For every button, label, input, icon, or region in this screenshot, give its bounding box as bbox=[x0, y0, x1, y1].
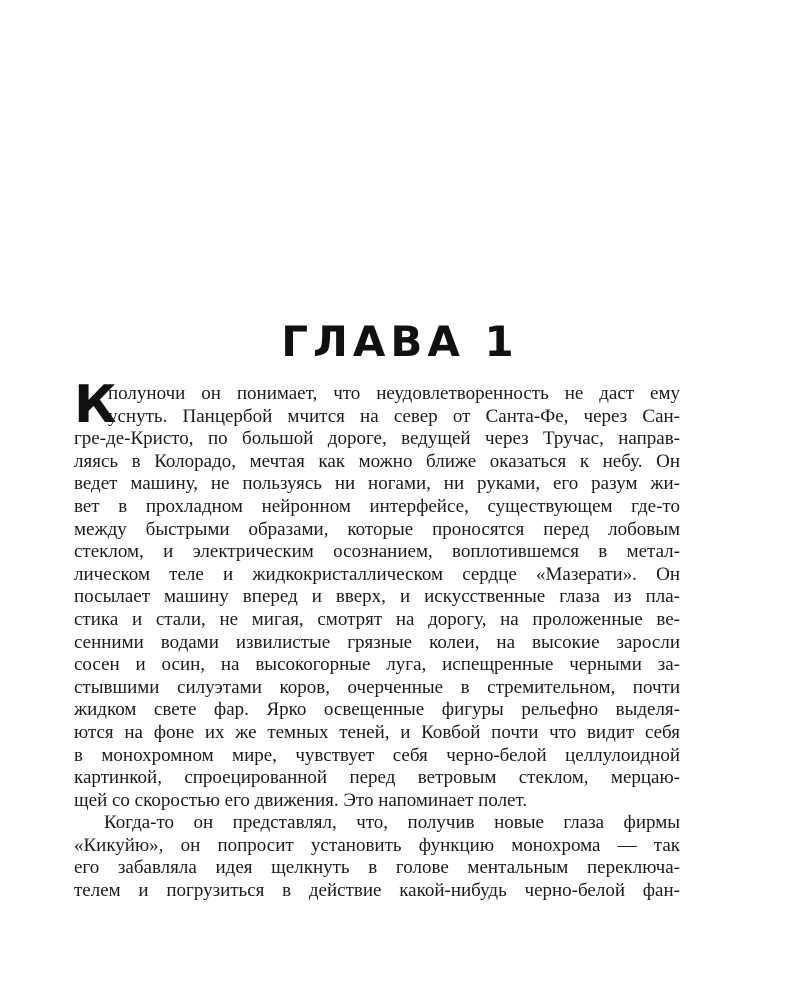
text-line: стика и стали, не мигая, смотрят на дорогу, на проложенные ве- bbox=[74, 608, 680, 630]
drop-cap: К bbox=[74, 375, 117, 435]
text-line: жидком свете фар. Ярко освещенные фигуры рельефно выделя- bbox=[74, 699, 680, 721]
text-line: картинкой, спроецированной перед ветровым стеклом, мерцаю- bbox=[74, 767, 680, 789]
text-line: между быстрыми образами, которые проносятся перед лобовым bbox=[74, 518, 680, 540]
text-line: щей со скоростью его движения. Это напоминает полет. bbox=[74, 789, 528, 811]
text-line: стеклом, и электрическим осознанием, воплотившемся в метал- bbox=[74, 541, 680, 563]
text-line: его забавляла идея щелкнуть в голове ментальным переключа- bbox=[74, 857, 680, 879]
text-line: полуночи он понимает, что неудовлетворенность не даст ему bbox=[108, 383, 680, 404]
text-line: сосен и осин, на высокогорные луга, испещренные черными за- bbox=[74, 654, 680, 676]
text-line: ляясь в Колорадо, мечтая как можно ближе оказаться к небу. Он bbox=[74, 450, 680, 472]
text-line: посылает машину вперед и вверх, и искусственные глаза из пла- bbox=[74, 586, 680, 608]
text-line: ются на фоне их же темных теней, и Ковбой почти что видит себя bbox=[74, 721, 680, 743]
chapter-title: ГЛАВА 1 bbox=[281, 317, 519, 366]
text-line: лическом теле и жидкокристаллическом сердце «Мазерати». Он bbox=[74, 563, 680, 585]
text-line: гре-де-Кристо, по большой дороге, ведущей через Тручас, направ- bbox=[74, 428, 680, 450]
text-line: сенними водами извилистые грязные колеи, на высокие заросли bbox=[74, 631, 680, 653]
text-line: телем и погрузиться в действие какой-нибудь черно-белой фан- bbox=[74, 880, 680, 902]
body-text bbox=[74, 375, 680, 903]
text-line: стывшими силуэтами коров, очерченные в стремительном, почти bbox=[74, 676, 680, 698]
text-line: Когда-то он представлял, что, получив новые глаза фирмы bbox=[104, 812, 680, 834]
text-line: «Кикуйю», он попросит установить функцию монохрома — так bbox=[74, 834, 680, 856]
text-line: в монохромном мире, чувствует себя черно-белой целлулоидной bbox=[74, 744, 680, 766]
text-line: ведет машину, не пользуясь ни ногами, ни руками, его разум жи- bbox=[74, 473, 680, 495]
text-line: вет в прохладном нейронном интерфейсе, существующем где-то bbox=[74, 495, 680, 517]
text-line: уснуть. Панцербой мчится на север от Санта-Фе, через Сан- bbox=[108, 405, 680, 427]
